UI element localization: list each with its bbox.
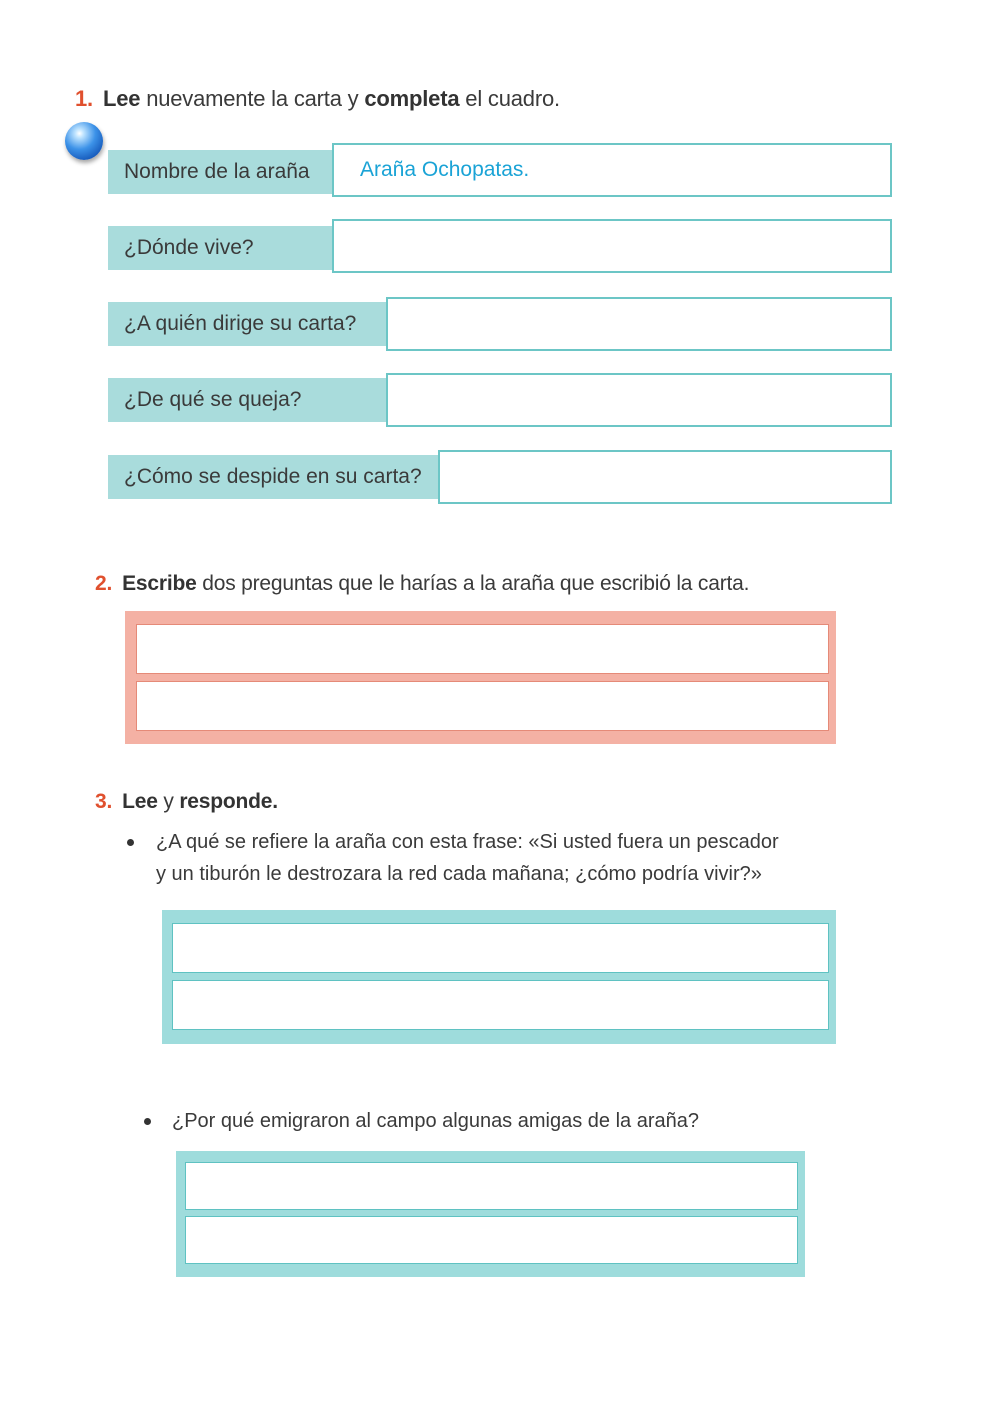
label-como-se-despide <box>108 455 440 499</box>
section2-text: dos preguntas que le harías a la araña que escribió la carta. <box>202 572 750 595</box>
question-3a-line2: y un tiburón le destrozara la red cada mañana; ¿cómo podría vivir?» <box>156 863 762 885</box>
bullet-icon <box>127 839 134 846</box>
label-nombre-text: Nombre de la araña <box>124 160 310 183</box>
section1-verb-completa: completa <box>364 86 460 111</box>
label-donde-vive-text: ¿Dónde vive? <box>124 236 254 259</box>
answer-como-se-despide[interactable] <box>438 450 892 504</box>
question-3b-answer-line-2[interactable] <box>185 1216 798 1264</box>
answer-donde-vive[interactable] <box>332 219 892 273</box>
question-3b: ¿Por qué emigraron al campo algunas amigas de la araña? <box>172 1110 699 1132</box>
label-nombre <box>108 150 334 194</box>
section3-verb-lee: Lee <box>122 790 158 813</box>
section2-answer-line-2[interactable] <box>136 681 829 731</box>
label-a-quien <box>108 302 388 346</box>
label-de-que-se-queja <box>108 378 388 422</box>
answer-a-quien[interactable] <box>386 297 892 351</box>
label-como-se-despide-text: ¿Cómo se despide en su carta? <box>124 465 422 488</box>
label-a-quien-text: ¿A quién dirige su carta? <box>124 312 357 335</box>
section2-number: 2. <box>95 572 113 595</box>
question-3b-answer-frame <box>176 1151 805 1277</box>
section2-verb-escribe: Escribe <box>122 572 197 595</box>
question-3a-answer-frame <box>162 910 836 1044</box>
section1-verb-lee: Lee <box>102 86 141 111</box>
blue-orb-icon <box>65 122 103 160</box>
answer-nombre[interactable]: Araña Ochopatas. <box>332 143 892 197</box>
bullet-icon <box>144 1118 151 1125</box>
question-3a-answer-line-1[interactable] <box>172 923 829 973</box>
section3-verb-responde: responde. <box>179 790 278 813</box>
section1-number: 1. <box>75 86 93 111</box>
section3-heading <box>95 790 278 814</box>
question-3a-answer-line-2[interactable] <box>172 980 829 1030</box>
section2-heading <box>95 572 749 596</box>
section3-number: 3. <box>95 790 113 813</box>
section1-text1: nuevamente la carta y <box>146 86 359 111</box>
question-3a-line1: ¿A qué se refiere la araña con esta frase: «Si usted fuera un pescador <box>156 831 779 853</box>
section2-answer-line-1[interactable] <box>136 624 829 674</box>
section3-text1: y <box>163 790 174 813</box>
answer-de-que-se-queja[interactable] <box>386 373 892 427</box>
section2-answer-frame <box>125 611 836 744</box>
label-de-que-se-queja-text: ¿De qué se queja? <box>124 388 302 411</box>
section1-text2: el cuadro. <box>465 86 560 111</box>
section1-heading <box>75 86 560 112</box>
question-3a <box>156 826 779 890</box>
label-donde-vive <box>108 226 334 270</box>
question-3b-answer-line-1[interactable] <box>185 1162 798 1210</box>
